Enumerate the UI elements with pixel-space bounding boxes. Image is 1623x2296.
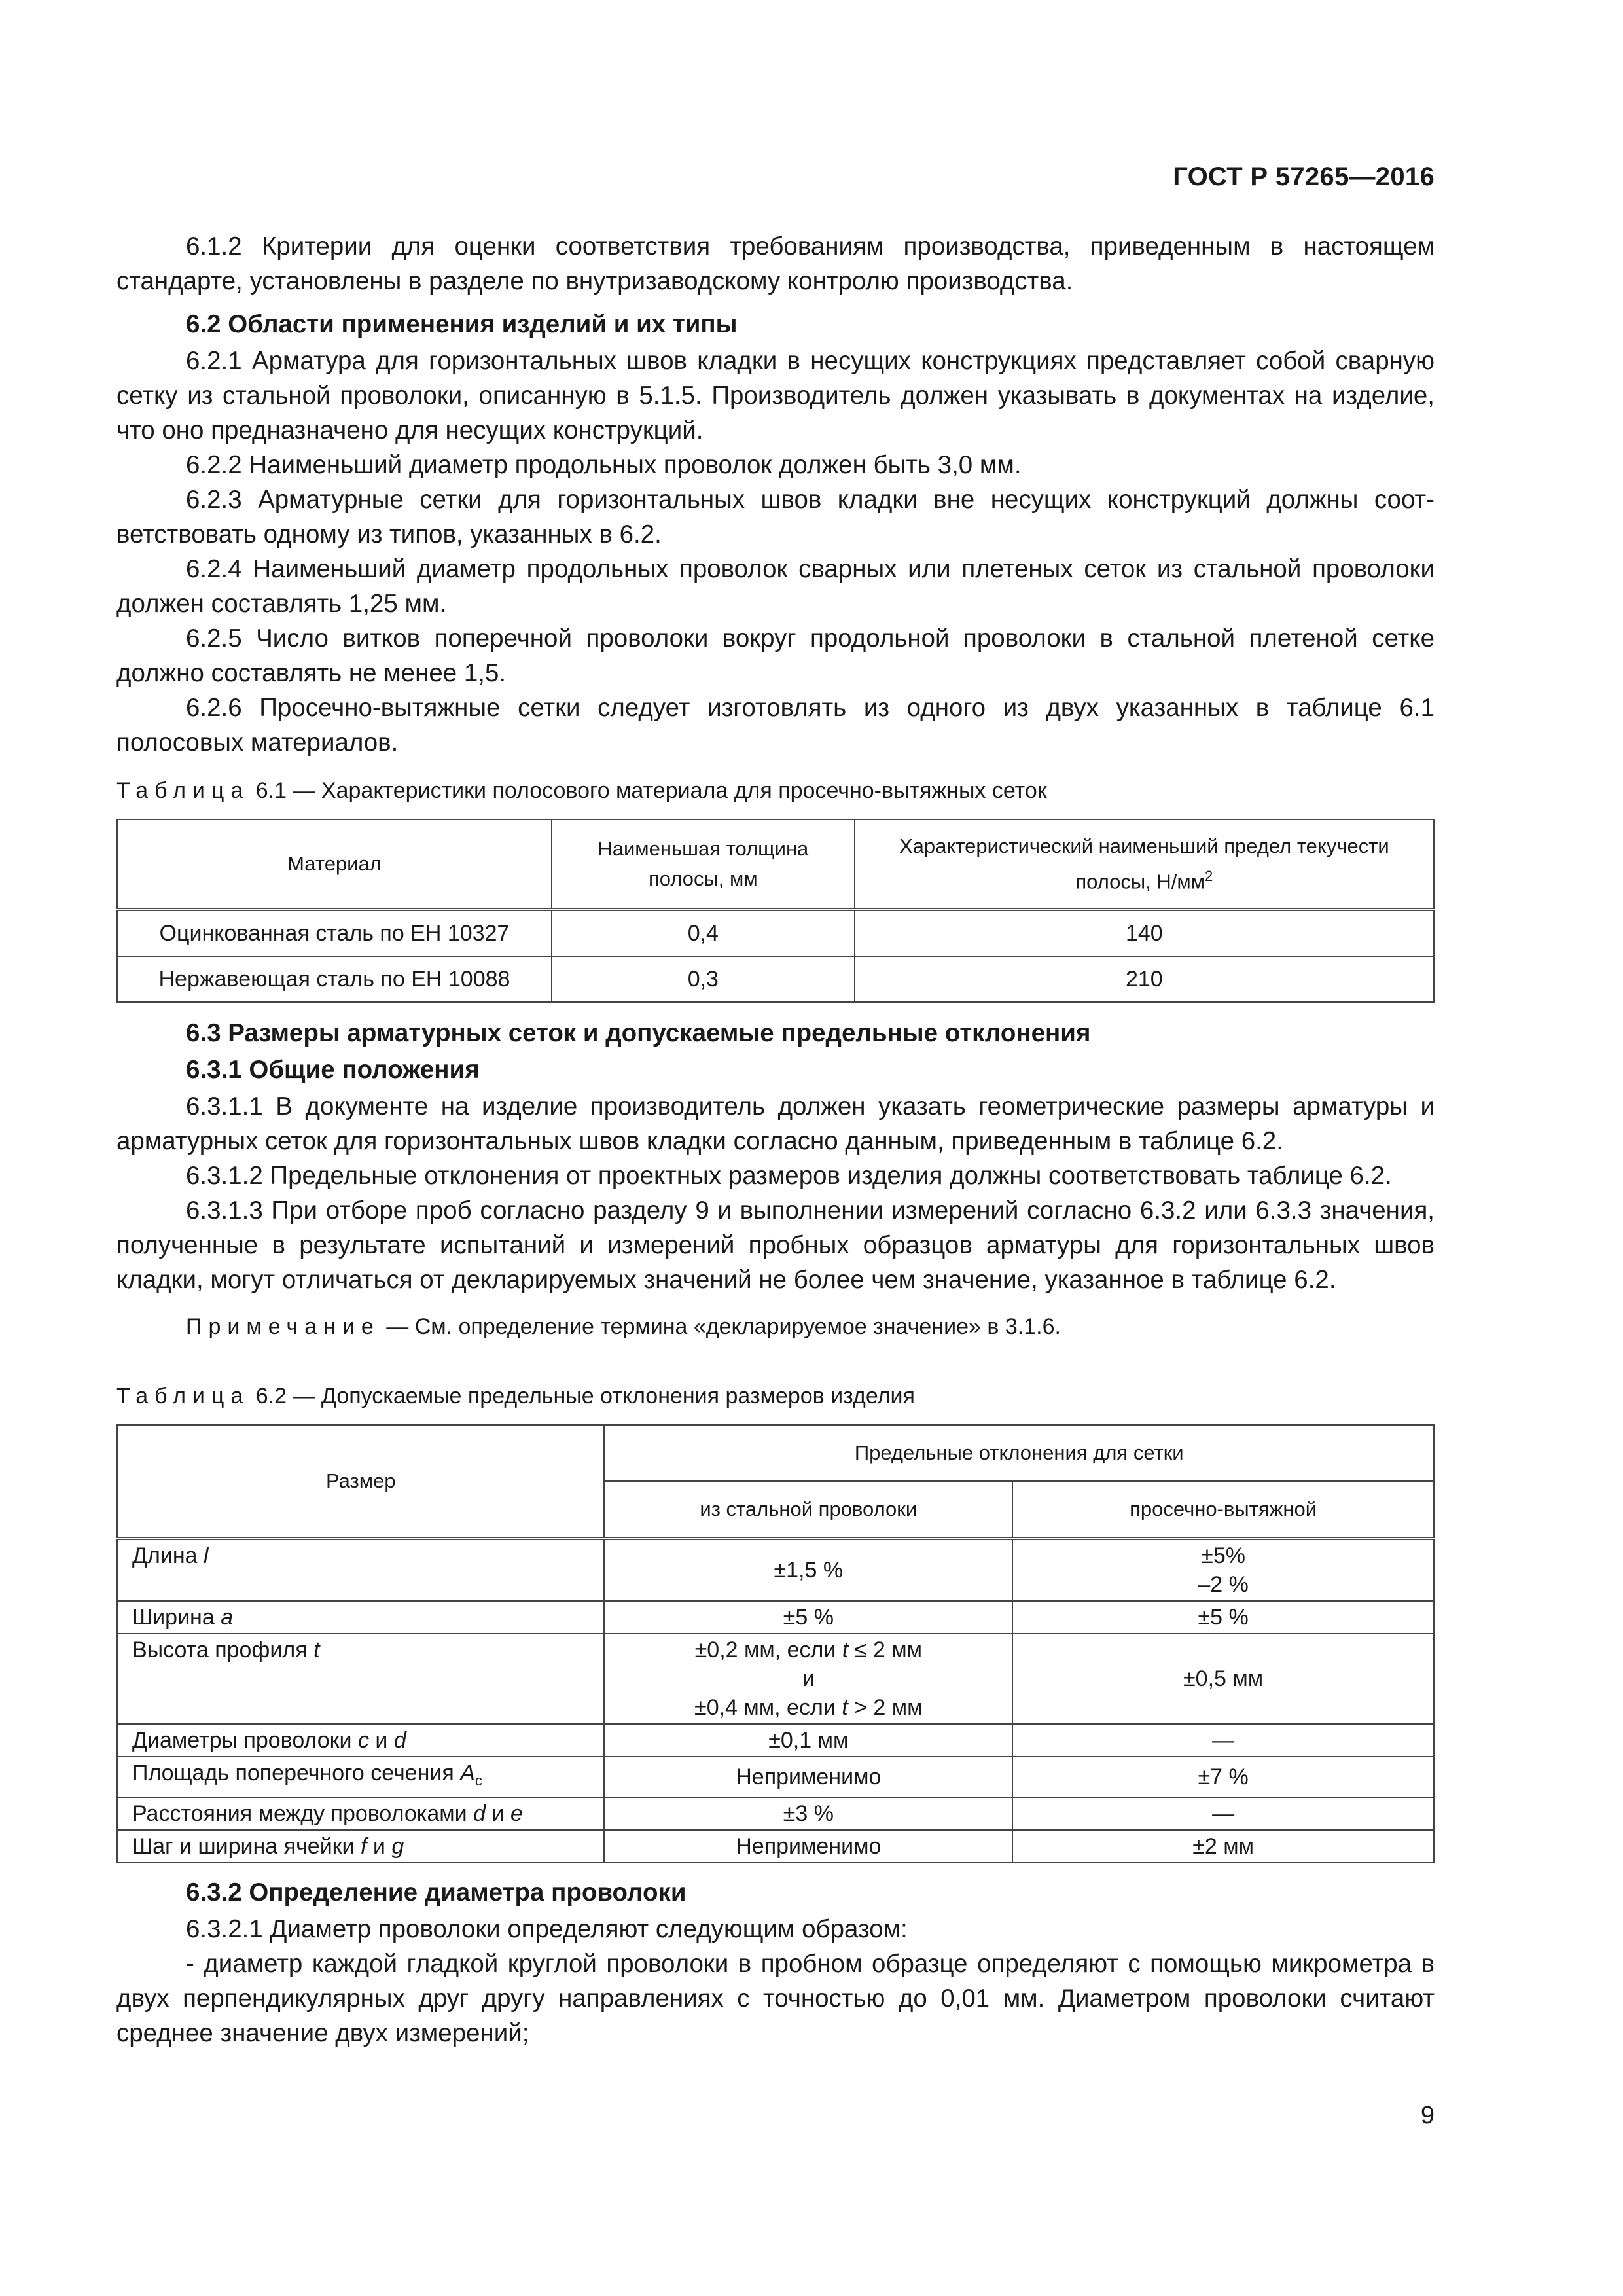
paragraph-6-2-1: 6.2.1 Арматура для горизонтальных швов кладки в несущих конструкциях представляет собой сварную сетку из стальной проволоки, описанную в 5.1.5. Производитель должен указывать в документах на изделие, что оно предназначено для несущих конструкций. — [116, 347, 1435, 444]
table-cell: Высота профиля t — [117, 1634, 604, 1724]
paragraph-6-3-1-3: 6.3.1.3 При отборе проб согласно разделу 9 и выполнении измерений согласно 6.3.2 или 6.3.3 значения, полученные в результате испытаний и измерений пробных образцов арматуры для горизонтальных швов кладки, могут отличаться от декларируемых значений не более чем значение, указанное в таблице 6.2. — [116, 1196, 1435, 1294]
paragraph-6-2-5: 6.2.5 Число витков поперечной проволоки вокруг продольной проволоки в стальной плетеной сетке должно составлять не менее 1,5. — [116, 624, 1435, 687]
table-row — [117, 1724, 1434, 1757]
table-header-row — [117, 819, 1434, 910]
table-cell: Неприменимо — [604, 1830, 1012, 1863]
header-expanded-metal: просечно-вытяжной — [1012, 1481, 1434, 1539]
header-yield-strength: Характеристический наименьший предел текучести полосы, $Н/мм^2$ — [855, 819, 1434, 910]
table-cell: ±0,1 мм — [604, 1724, 1012, 1757]
header-deviations-group: Предельные отклонения для сетки — [604, 1425, 1434, 1481]
heading-6-3: 6.3 Размеры арматурных сеток и допускаемые предельные отклонения — [186, 1019, 1091, 1047]
table-cell: ±1,5 % — [604, 1539, 1012, 1602]
table-6-2 — [116, 1424, 1435, 1863]
table-cell: 210 — [855, 956, 1434, 1002]
table-caption-label: Таблица — [116, 778, 250, 803]
heading-6-2: 6.2 Области применения изделий и их типы — [186, 310, 738, 338]
table-6-2-caption — [116, 1381, 1435, 1411]
table-cell: Ширина a — [117, 1601, 604, 1634]
table-header-row — [117, 1425, 1434, 1481]
note-label: Примечание — [186, 1314, 380, 1339]
table-row — [117, 1757, 1434, 1797]
table-cell: Неприменимо — [604, 1757, 1012, 1797]
table-caption-text: 6.2 — Допускаемые предельные отклонения размеров изделия — [249, 1384, 915, 1408]
table-6-1 — [116, 819, 1435, 1003]
table-row — [117, 1797, 1434, 1830]
paragraph-6-3-1-1: 6.3.1.1 В документе на изделие производитель должен указать геометрические размеры арматуры и арматурных сеток для горизонтальных швов кладки согласно данным, приведенным в таблице 6.2. — [116, 1092, 1435, 1155]
table-cell: Оцинкованная сталь по ЕН 10327 — [117, 910, 552, 957]
table-cell: ±5 % — [604, 1601, 1012, 1634]
header-steel-wire: из стальной проволоки — [604, 1481, 1012, 1539]
table-row — [117, 1634, 1434, 1724]
table-cell: Расстояния между проволоками d и e — [117, 1797, 604, 1830]
paragraph-6-2-6: 6.2.6 Просечно-вытяжные сетки следует изготовлять из одного из двух указанных в таблице 6.1 полосовых материалов. — [116, 694, 1435, 757]
table-cell: — — [1012, 1724, 1434, 1757]
table-cell: ±0,5 мм — [1012, 1634, 1434, 1724]
table-cell: ±5 % — [1012, 1601, 1434, 1634]
table-cell: 140 — [855, 910, 1434, 957]
note-text: — См. определение термина «декларируемое значение» в 3.1.6. — [380, 1314, 1061, 1339]
paragraph-6-2-2: 6.2.2 Наименьший диаметр продольных проволок должен быть 3,0 мм. — [186, 451, 1022, 479]
document-id-header: ГОСТ Р 57265—2016 — [1173, 162, 1435, 191]
header-thickness: Наименьшая толщина полосы, мм — [552, 819, 855, 910]
paragraph-6-3-2-1: 6.3.2.1 Диаметр проволоки определяют следующим образом: — [186, 1914, 908, 1943]
table-cell: ±7 % — [1012, 1757, 1434, 1797]
table-row — [117, 1539, 1434, 1602]
heading-6-3-2: 6.3.2 Определение диаметра проволоки — [186, 1878, 687, 1907]
table-6-1-caption — [116, 776, 1435, 806]
paragraph-6-2-4: 6.2.4 Наименьший диаметр продольных проволок сварных или плетеных сеток из стальной проволоки должен составлять 1,25 мм. — [116, 555, 1435, 618]
heading-6-3-1: 6.3.1 Общие положения — [186, 1056, 480, 1084]
note — [116, 1312, 1435, 1342]
header-size: Размер — [117, 1425, 604, 1539]
document-body — [116, 229, 1435, 2051]
table-row — [117, 910, 1434, 957]
table-cell: Нержавеющая сталь по ЕН 10088 — [117, 956, 552, 1002]
table-cell: ±5% –2 % — [1012, 1539, 1434, 1602]
paragraph-6-1-2: 6.1.2 Критерии для оценки соответствия требованиям производства, приведенным в настоящем стандарте, установлены в разделе по внутризаводскому контролю производства. — [116, 232, 1435, 295]
paragraph-6-3-1-2: 6.3.1.2 Предельные отклонения от проектных размеров изделия должны соответствовать таблице 6.2. — [186, 1162, 1392, 1190]
paragraph-6-2-3: 6.2.3 Арматурные сетки для горизонтальных швов кладки вне несущих конструкций должны соответствовать одному из типов, указанных в 6.2. — [116, 486, 1435, 548]
table-caption-label: Таблица — [116, 1384, 250, 1408]
table-cell: ±3 % — [604, 1797, 1012, 1830]
table-cell: 0,4 — [552, 910, 855, 957]
table-cell: ±0,2 мм, если t ≤ 2 мм и ±0,4 мм, если t > 2 мм — [604, 1634, 1012, 1724]
table-cell: — — [1012, 1797, 1434, 1830]
table-cell: 0,3 — [552, 956, 855, 1002]
header-material: Материал — [117, 819, 552, 910]
table-cell: ±2 мм — [1012, 1830, 1434, 1863]
table-row — [117, 1830, 1434, 1863]
table-caption-text: 6.1 — Характеристики полосового материала для просечно-вытяжных сеток — [249, 778, 1047, 803]
table-cell: Площадь поперечного сечения $A_c$ — [117, 1757, 604, 1797]
table-cell: Шаг и ширина ячейки f и g — [117, 1830, 604, 1863]
table-row — [117, 1601, 1434, 1634]
page-number: 9 — [1420, 2102, 1435, 2129]
table-cell: Диаметры проволоки c и d — [117, 1724, 604, 1757]
table-row — [117, 956, 1434, 1002]
paragraph-6-3-2-1-item: - диаметр каждой гладкой круглой проволоки в пробном образце определяют с помощью микрометра в двух перпендикулярных друг другу направлениях с точностью до 0,01 мм. Диаметром проволоки считают среднее значение двух измерений; — [116, 1949, 1435, 2047]
table-cell: Длина l — [117, 1539, 604, 1602]
